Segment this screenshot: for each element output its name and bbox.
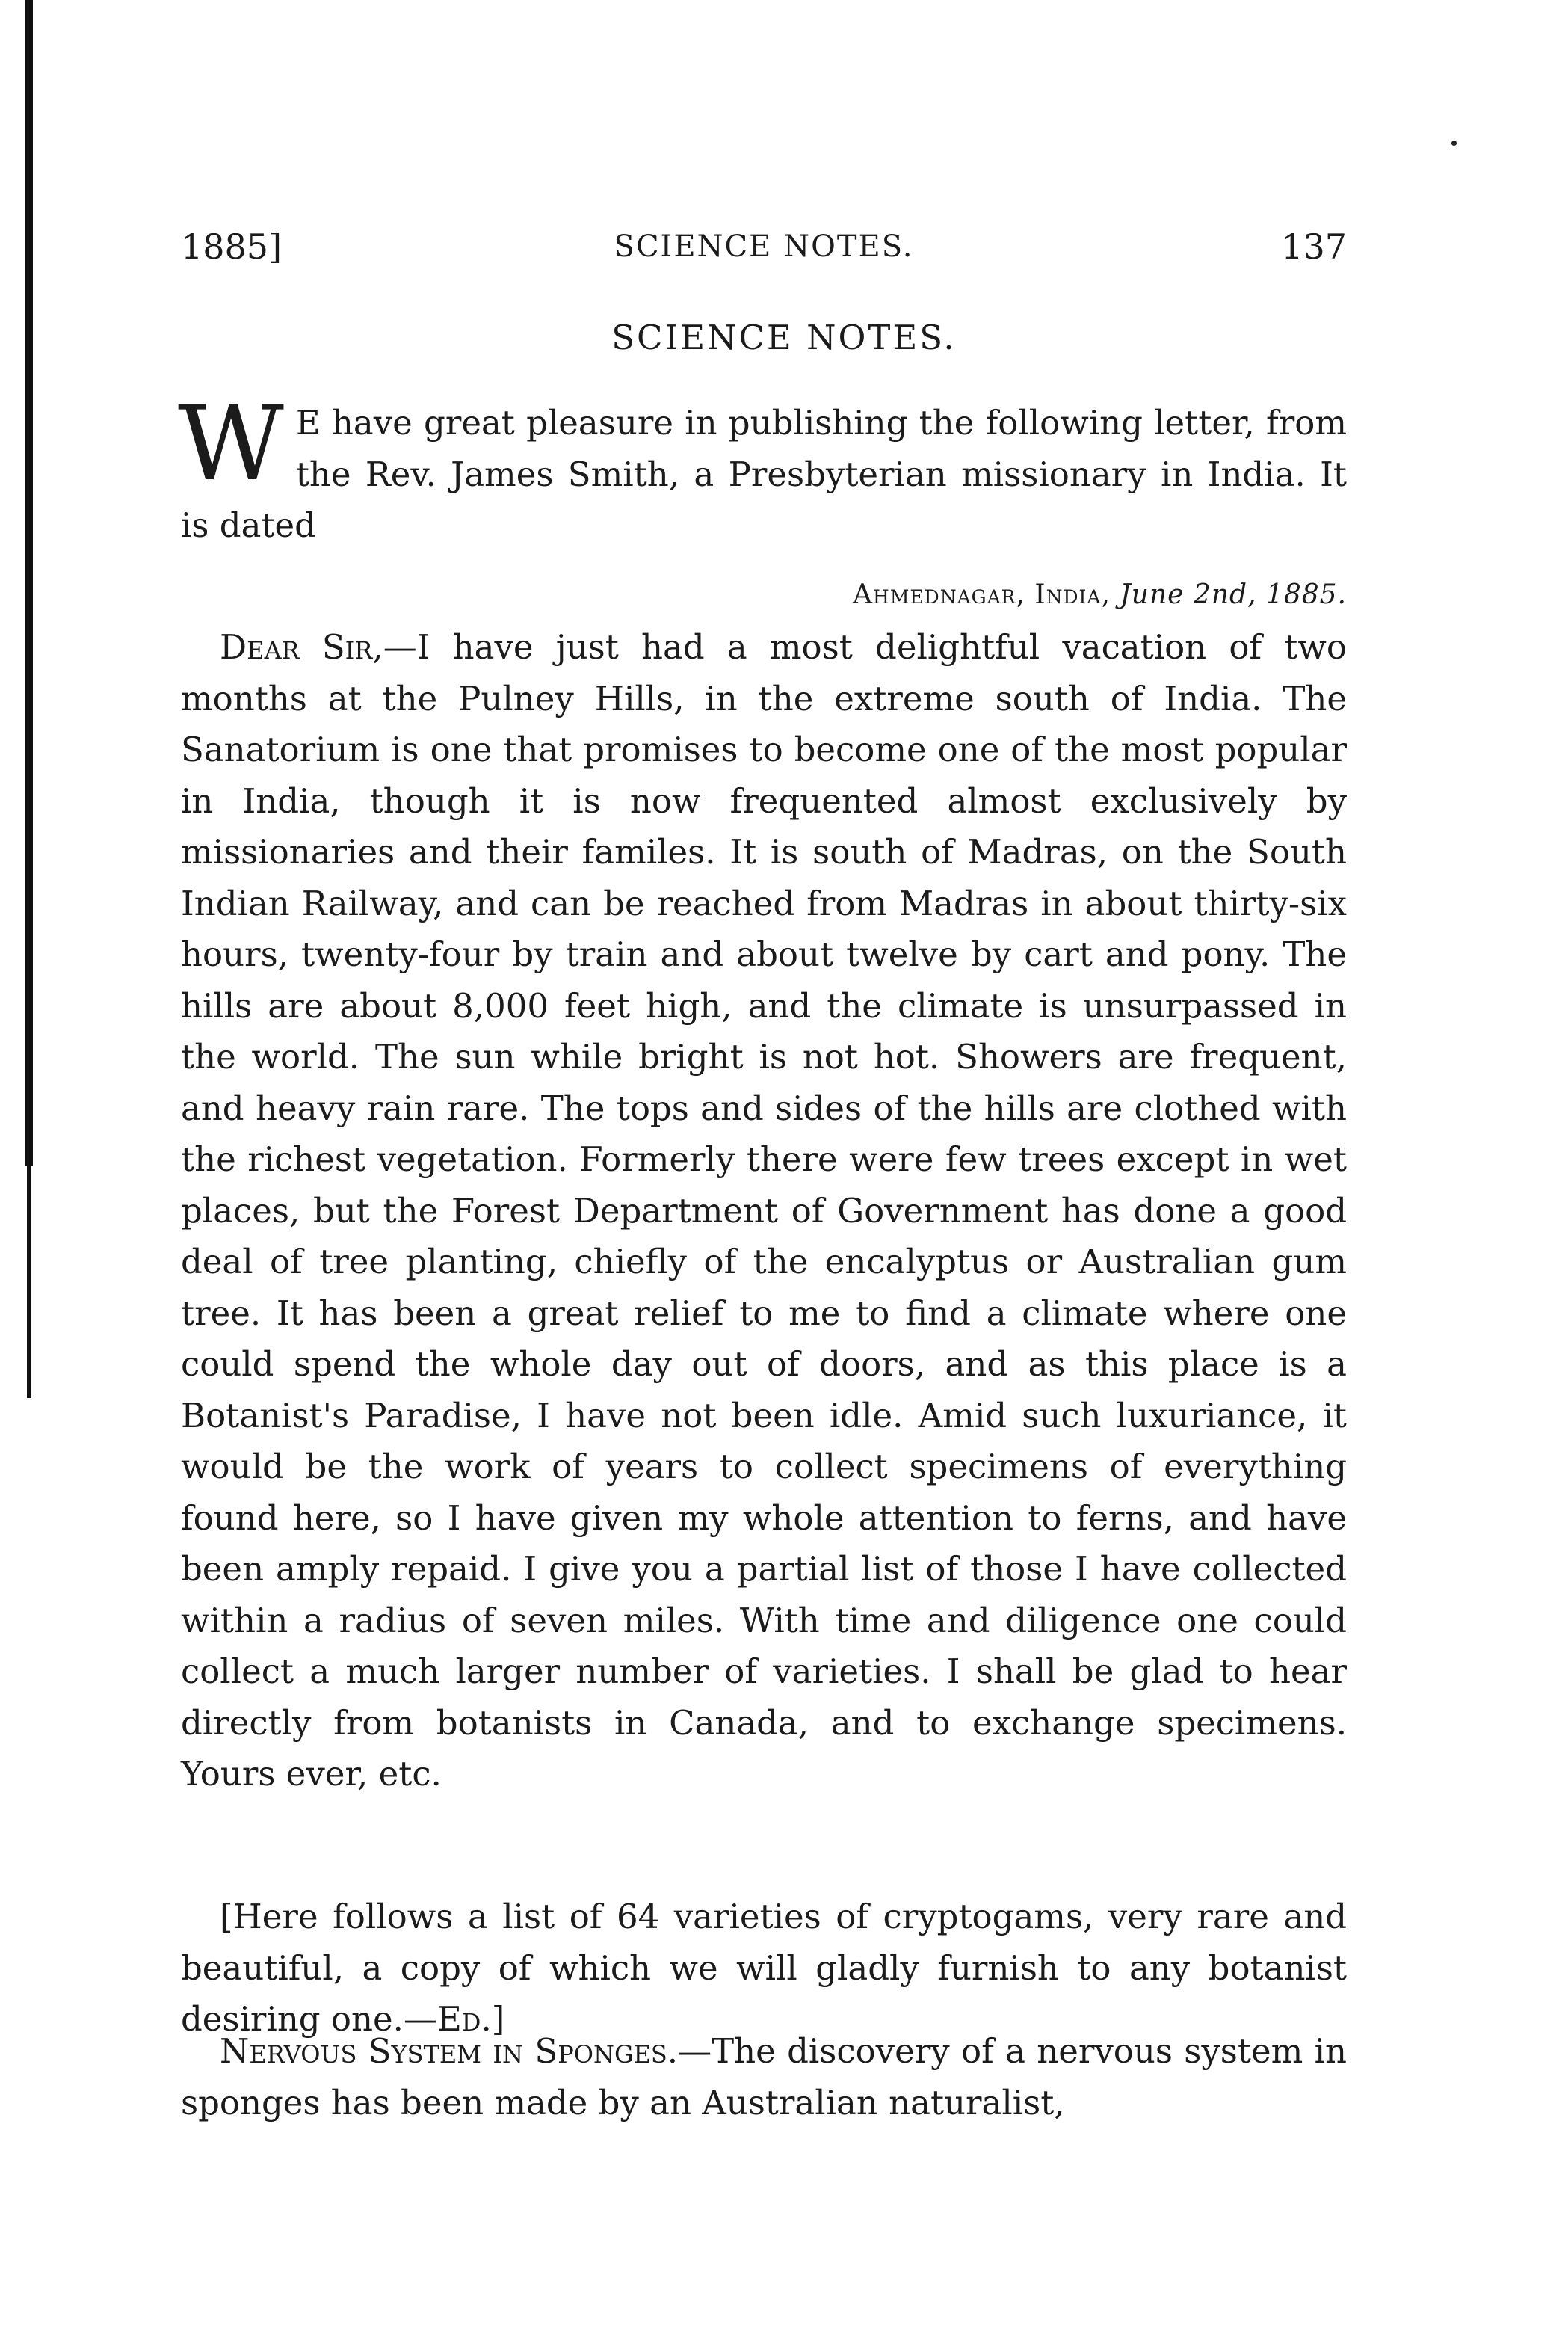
intro-paragraph	[178, 384, 1347, 552]
page-number: 137	[1281, 227, 1347, 267]
running-head	[181, 217, 1347, 277]
article-text: —The discovery of a nervous system in sponges has been made by an Australian naturalist,	[181, 2031, 1348, 2122]
running-head-title: SCIENCE NOTES.	[614, 230, 914, 264]
article-heading: Nervous System in Sponges.	[220, 2031, 679, 2071]
letter-salutation: Dear Sir,	[220, 627, 383, 667]
editor-signature: Ed.	[436, 1999, 492, 2039]
letter-text: —I have just had a most delightful vacation of two months at the Pulney Hills, in the extreme south of India. The Sanatorium is one that promises to become one of the most popular in India, though it is now frequented almost exclusively by missionaries and their familes. It is south of Madras, on the South Indian Railway, and can be reached from Madras in about thirty-six hours, twenty-four by train and about twelve by cart and pony. The hills are about 8,000 feet high, and the climate is unsurpassed in the world. The sun while bright is not hot. Showers are frequent, and heavy rain rare. The tops and sides of the hills are clothed with the richest vegetation. Formerly there were few trees except in wet places, but the Forest Department of Government has done a good deal of tree planting, chiefly of the encalyptus or Australian gum tree. It has been a great relief to me to find a climate where one could spend the whole day out of doors, and as this place is a Botanist's Paradise, I have not been idle. Amid such luxuriance, it would be the work of years to collect specimens of everything found here, so I have given my whole attention to ferns, and have been amply repaid. I give you a partial list of those I have collected within a radius of seven miles. With time and diligence one could collect a much larger number of varieties. I shall be glad to hear directly from botanists in Canada, and to exchange specimens. Yours ever, etc.	[181, 627, 1347, 1794]
scan-edge-mark	[25, 0, 33, 1166]
scan-speck	[1451, 141, 1457, 146]
section-title: SCIENCE NOTES.	[611, 318, 957, 357]
editor-note	[181, 1891, 1347, 2045]
editor-note-text: [Here follows a list of 64 varieties of cryptogams, very rare and beautiful, a copy of which we will gladly furnish to any botanist desiring one.—	[181, 1897, 1347, 2039]
dateline-date: June 2nd, 1885.	[1120, 579, 1347, 610]
intro-text: E have great pleasure in publishing the following letter, from the Rev. James Smith, a Presbyterian missionary in India. It is dated	[181, 403, 1347, 545]
scan-edge-mark	[27, 1166, 31, 1398]
letter-body	[181, 622, 1347, 1800]
running-head-year: 1885]	[181, 227, 283, 267]
dateline-place: Ahmednagar, India,	[853, 579, 1111, 610]
letter-dateline	[853, 570, 1347, 621]
next-article	[181, 2026, 1347, 2128]
drop-cap: W	[178, 384, 284, 504]
editor-note-close: ]	[491, 1999, 505, 2039]
